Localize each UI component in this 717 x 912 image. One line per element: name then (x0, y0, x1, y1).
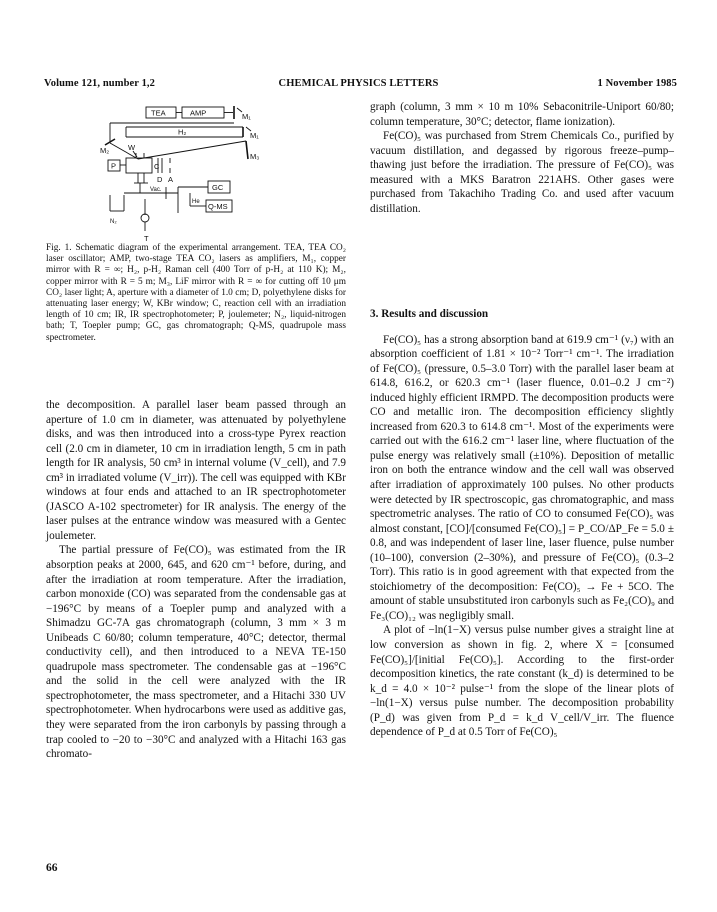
fig-label-a: A (168, 175, 174, 184)
fig-label-tea: TEA (151, 108, 166, 118)
fig-label-vac: Vac. (150, 187, 162, 193)
fig-label-t: T (144, 234, 149, 243)
fig-label-d: D (157, 175, 163, 184)
fig-label-n2: N₂ (110, 219, 117, 225)
fig-label-h2: H₂ (178, 127, 187, 137)
header-volume: Volume 121, number 1,2 (44, 78, 156, 89)
fig-label-gc: GC (212, 183, 224, 192)
left-column (46, 398, 346, 762)
fig-label-m3: M₃ (250, 152, 260, 161)
right-paragraph-1: graph (column, 3 mm × 10 m 10% Sebaconitrile-Uniport 60/80; column temperature, 30°C; detector, flame ionization). (370, 101, 674, 128)
fig-label-p: P (111, 161, 117, 171)
right-column-top (370, 100, 674, 216)
right-column-bottom (370, 307, 674, 740)
reaction-cell (126, 158, 152, 173)
figure-caption-text: Schematic diagram of the experimental arrangement. TEA, TEA CO₂ laser oscillator; AMP, two-stage TEA CO₂ lasers as amplifiers, M₁, copper mirror with R = ∞; H₂, p-H₂ Raman cell (400 Torr of p-H₂ at 110 K); M₂, copper mirror with R = 5 m; M₃, LiF mirror with R = ∞ for cutting off 10 μm CO₂ laser light; A, aperture with a diameter of 1.0 cm; D, polyethylene disks for attenuating laser energy; W, KBr window; C, reaction cell with an irradiation length of 10 cm; IR, IR spectrophotometer; P, joulemeter; N₂, liquid-nitrogen bath; T, Toepler pump; GC, gas chromatograph; Q-MS, quadrupole mass spectrometer. (46, 243, 346, 343)
m3-mirror (246, 141, 248, 159)
figure-caption-label: Fig. 1. (46, 243, 72, 253)
right-paragraph-4: A plot of −ln(1−X) versus pulse number gives a straight line at low conversion as shown in fig. 2, where X = [consumed Fe(CO)₅]/[initial Fe(CO)₅]. According to the first-order decomposition kinetics, the rate constant (k_d) is determined to be k_d = 4.0 × 10⁻² pulse⁻¹ from the slope of the linear plots of −ln(1−X) versus pulse number. The decomposition probability (P_d) was given from P_d = k_d V_cell/V_irr. The fluence dependence of P_d at 0.5 Torr of Fe(CO)₅ (370, 624, 674, 739)
experimental-setup-diagram (100, 103, 275, 243)
left-paragraph-1: the decomposition. A parallel laser beam passed through an aperture of 1.0 cm in diameter, was attenuated by polyethylene disks, and was then introduced into a cross-type Pyrex reaction cell (2.0 cm in diameter, 10 cm in irradiation length, 5 cm in path length for IR analysis, 50 cm³ in internal volume (V_cell), and 7.9 cm³ in irradiated volume (V_irr)). The cell was equipped with KBr windows at four ends and attached to an IR spectrophotometer (JASCO A-102 spectrometer) for IR analysis. The energy of the laser pulses at the entrance window was measured with a Gentec joulemeter. (46, 399, 346, 542)
fig-label-c: C (154, 162, 160, 171)
fig-label-he: He (192, 199, 200, 205)
right-paragraph-2: Fe(CO)₅ was purchased from Strem Chemicals Co., purified by vacuum distillation, and degassed by rigorous freeze–pump–thawing just before the irradiation. The pressure of Fe(CO)₅ was measured with a MKS Baratron 221AHS. Other gases were purchased from Takachiho Trading Co. and used after vacuum distillation. (370, 130, 674, 215)
right-paragraph-3: Fe(CO)₅ has a strong absorption band at 619.9 cm⁻¹ (ν₇) with an absorption coefficient of 1.81 × 10⁻² Torr⁻¹ cm⁻¹. The irradiation of Fe(CO)₅ (pressure, 0.5–3.0 Torr) with the parallel laser beam at 614.8, 616.2, or 620.3 cm⁻¹ (laser fluence, 0.01–0.2 J cm⁻²) induced highly efficient IRMPD. The decomposition products were CO and metallic iron. The decomposition efficiency slightly increased from 620.3 to 614.8 cm⁻¹. Most of the experiments were carried out with the 616.2 cm⁻¹ laser line, where fluctuation of the pulse energy was relatively small (±10%). Deposition of metallic iron on both the entrance window and the cell wall was observed after irradiation of approximately 100 pulses. No other products were detected by IR spectroscopic, gas chromatographic, and mass spectrometric analyses. The ratio of CO to consumed Fe(CO)₅ was almost constant, [CO]/[consumed Fe(CO)₅] = P_CO/ΔP_Fe = 5.0 ± 0.8, and was independent of laser line, laser fluence, pulse number (10–100), conversion (2–30%), and pressure of Fe(CO)₅ (0.3–2 Torr). This ratio is in good agreement with that expected from the stoichiometry of the decomposition: Fe(CO)₅ → Fe + 5CO. The amount of stable unsubstituted iron carbonyls such as Fe₂(CO)₉ and Fe₃(CO)₁₂ was negligibly small. (370, 333, 674, 622)
header-journal: CHEMICAL PHYSICS LETTERS (278, 78, 439, 89)
figure-caption (46, 243, 346, 344)
page-number: 66 (46, 862, 58, 874)
fig-label-w: W (128, 143, 136, 152)
fig-label-m1-top: M₁ (242, 112, 251, 121)
fig-label-m2: M₂ (100, 146, 110, 155)
fig-label-m1-right: M₁ (250, 131, 259, 140)
section-heading: 3. Results and discussion (370, 308, 489, 320)
fig-label-qms: Q-MS (208, 202, 228, 211)
left-paragraph-2: The partial pressure of Fe(CO)₅ was estimated from the IR absorption peaks at 2000, 645, and 620 cm⁻¹ before, during, and after the irradiation at room temperature. After the irradiation, carbon monoxide (CO) was separated from the condensable gas at −196°C by means of a Toepler pump and analyzed with a Shimadzu GC-7A gas chromatograph (column, 3 mm × 3 m Unibeads C 60/80; column temperature, 40°C; detector, thermal conductivity cell), and then introduced to a NEVA TE-150 quadrupole mass spectrometer. The condensable gas at −196°C and the solid in the cell were analyzed with the IR spectrophotometer, the mass spectrometer, and a Hitachi 330 UV spectrophotometer. When hydrocarbons were used as additive gas, they were separated from the iron carbonyls by passing through a trap cooled to −20 to −30°C and analyzed with a Hitachi 163 gas chromato- (46, 544, 346, 761)
fig-label-amp: AMP (190, 108, 207, 118)
header-date: 1 November 1985 (597, 78, 677, 89)
